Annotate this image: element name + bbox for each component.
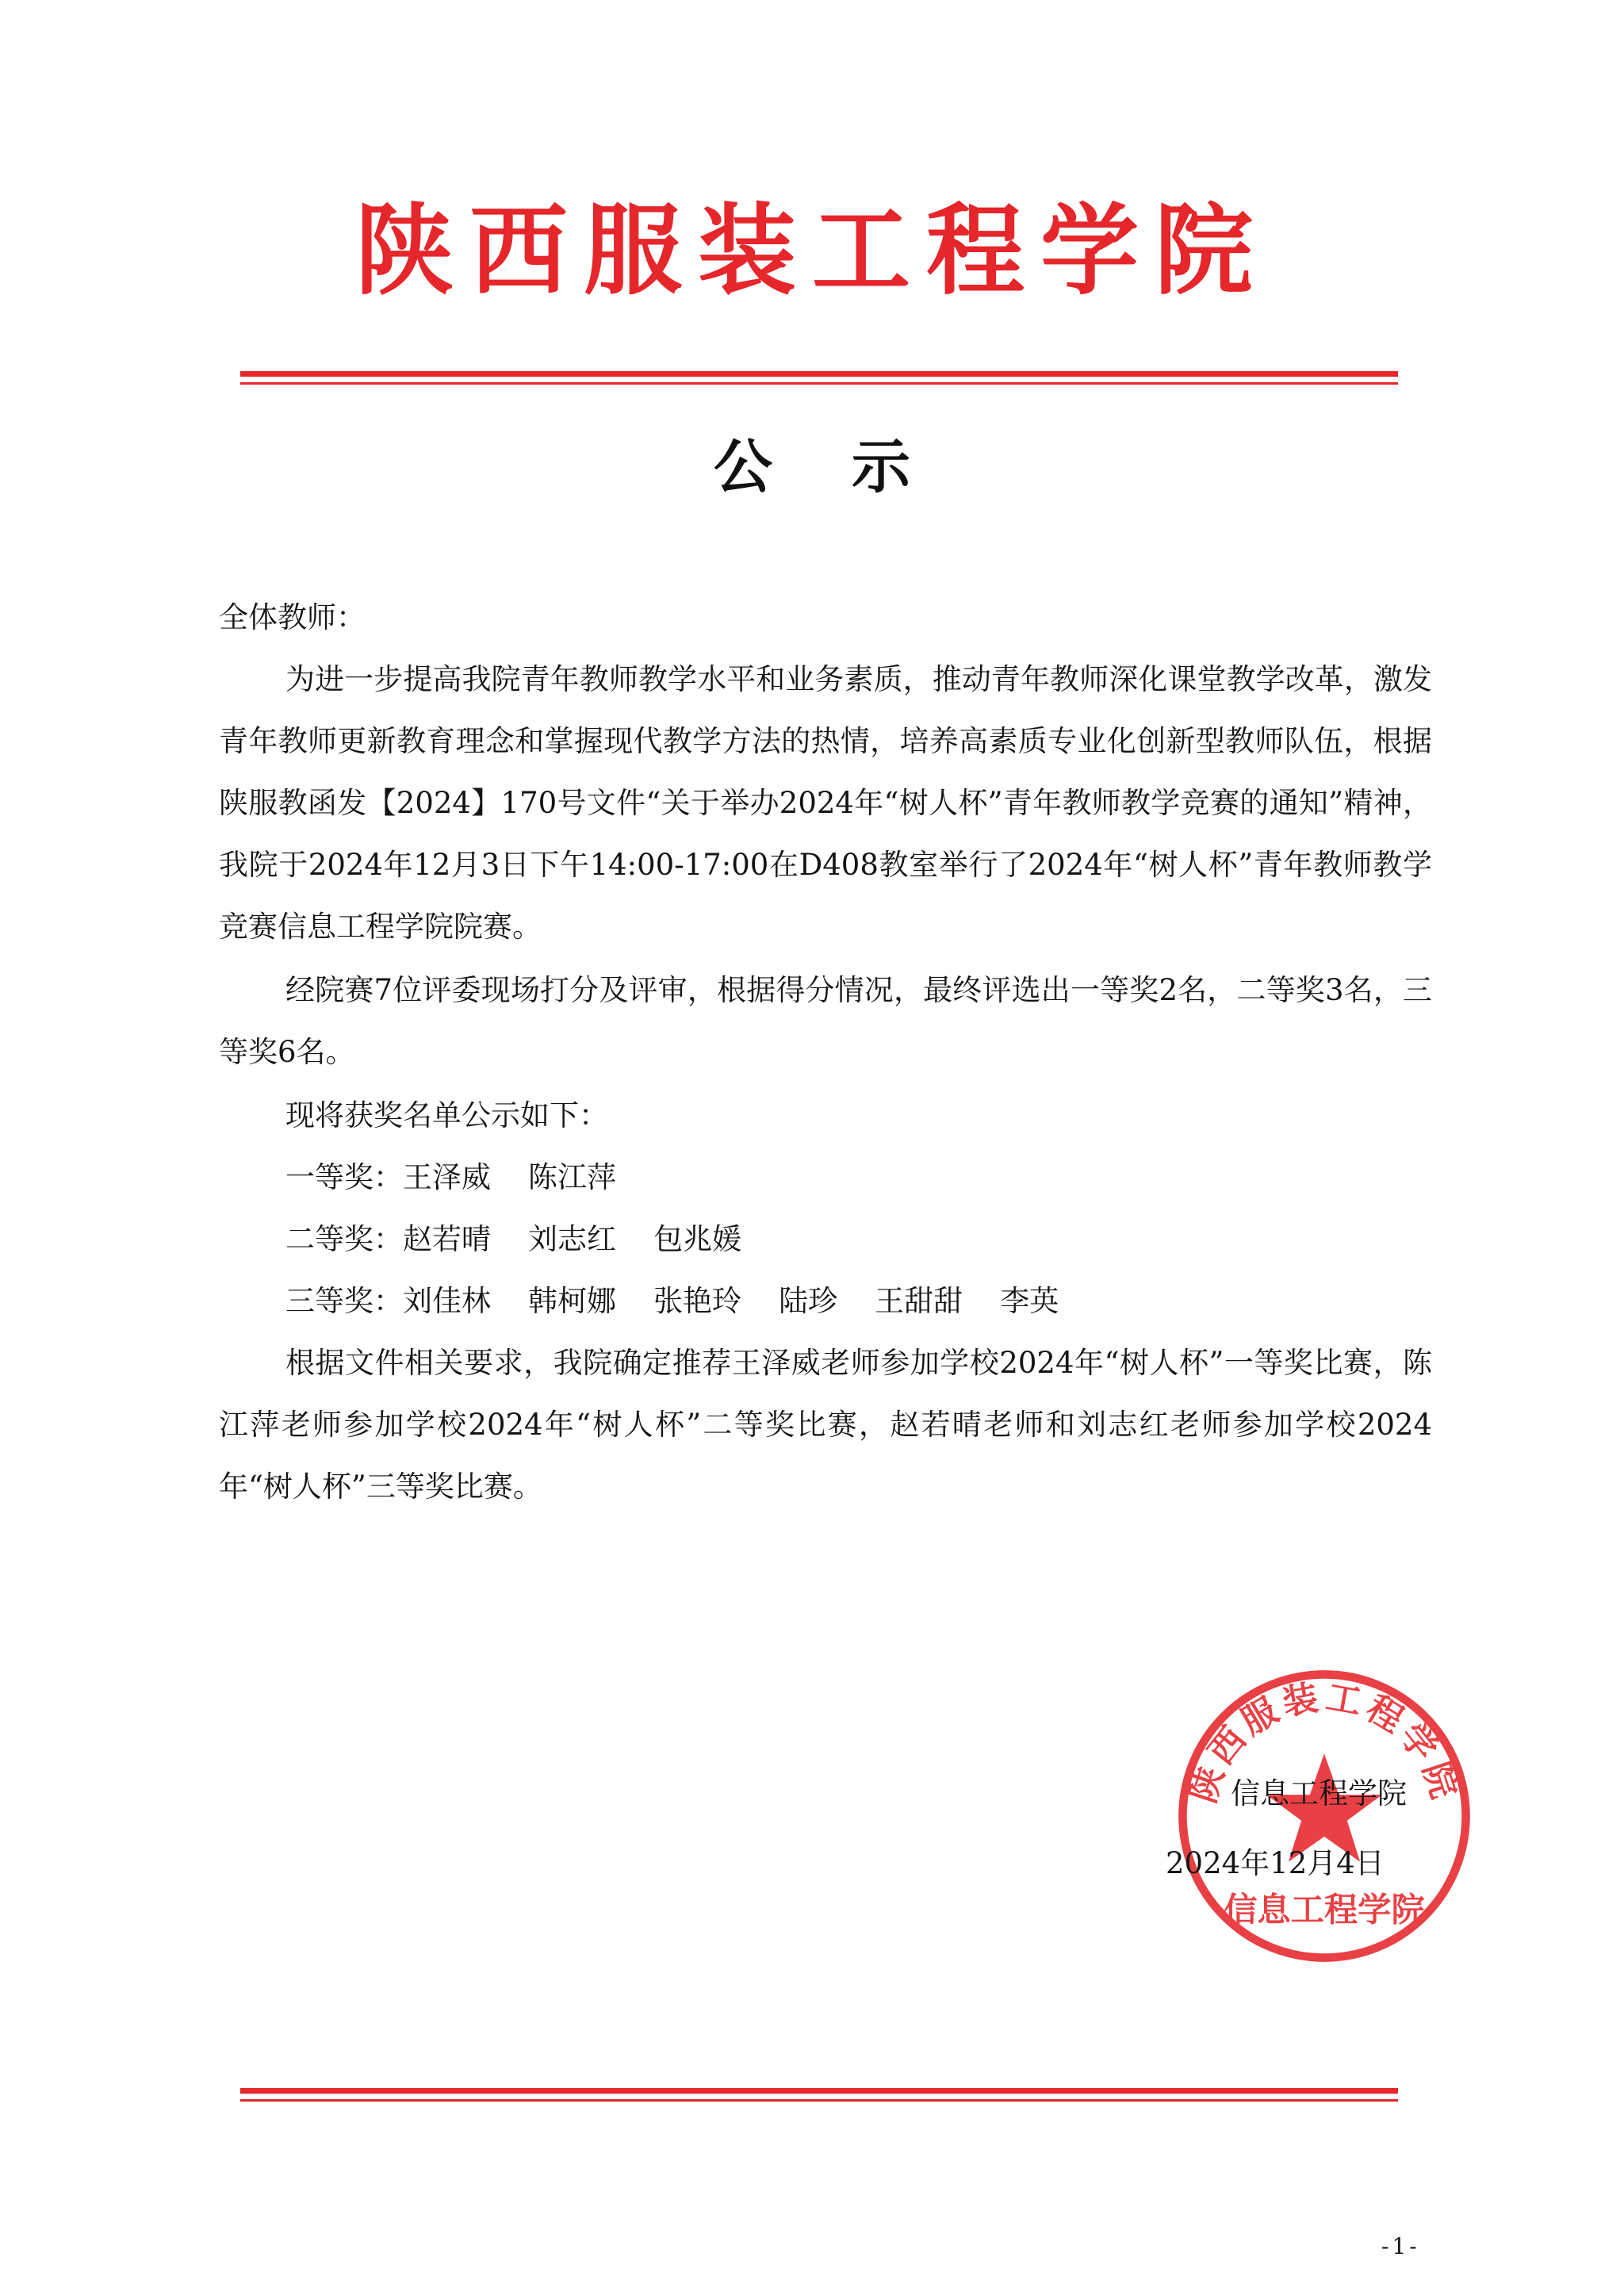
- award-third: [219, 1270, 1432, 1332]
- signature-date: 2024年12月4日: [1166, 1846, 1385, 1880]
- award-names: 王泽威 陈江萍: [403, 1160, 617, 1194]
- signature-department: 信息工程学院: [1231, 1776, 1407, 1811]
- award-names: 赵若晴 刘志红 包兆媛: [403, 1222, 742, 1256]
- notice-body: [219, 587, 1432, 1518]
- signature-block: [1166, 1759, 1427, 1899]
- notice-title: 公示: [714, 433, 990, 501]
- seal-outer-text: 陕西服装工程学院: [1182, 1676, 1466, 1808]
- award-names: 刘佳林 韩柯娜 张艳玲 陆珍 王甜甜 李英: [403, 1284, 1059, 1318]
- page-number: -1-: [1381, 2233, 1420, 2259]
- top-divider: [240, 371, 1398, 389]
- salutation: 全体教师：: [219, 600, 366, 634]
- award-label: 一等奖：: [285, 1160, 403, 1194]
- award-label: 三等奖：: [285, 1284, 403, 1318]
- award-first: [219, 1147, 1432, 1209]
- award-second: [219, 1209, 1432, 1270]
- award-label: 二等奖：: [285, 1222, 403, 1256]
- institution-masthead: 陕西服装工程学院: [354, 194, 1269, 308]
- paragraph-recommendation: 根据文件相关要求，我院确定推荐王泽威老师参加学校2024年“树人杯”一等奖比赛，陈江萍老师参加学校2024年“树人杯”二等奖比赛，赵若晴老师和刘志红老师参加学校2024年“树人杯”三等奖比赛。: [219, 1346, 1432, 1504]
- paragraph-review: 经院赛7位评委现场打分及评审，根据得分情况，最终评选出一等奖2名，二等奖3名，三等奖6名。: [219, 973, 1432, 1069]
- bottom-divider: [240, 2088, 1398, 2106]
- paragraph-purpose: 为进一步提高我院青年教师教学水平和业务素质，推动青年教师深化课堂教学改革，激发青年教师更新教育理念和掌握现代教学方法的热情，培养高素质专业化创新型教师队伍，根据陕服教函发【2024】170号文件“关于举办2024年“树人杯”青年教师教学竞赛的通知”精神，我院于2024年12月3日下午14:00-17:00在D408教室举行了2024年“树人杯”青年教师教学竞赛信息工程学院院赛。: [219, 662, 1432, 944]
- seal-inner-text: 信息工程学院: [1224, 1890, 1425, 1929]
- paragraph-announce: 现将获奖名单公示如下：: [285, 1098, 608, 1132]
